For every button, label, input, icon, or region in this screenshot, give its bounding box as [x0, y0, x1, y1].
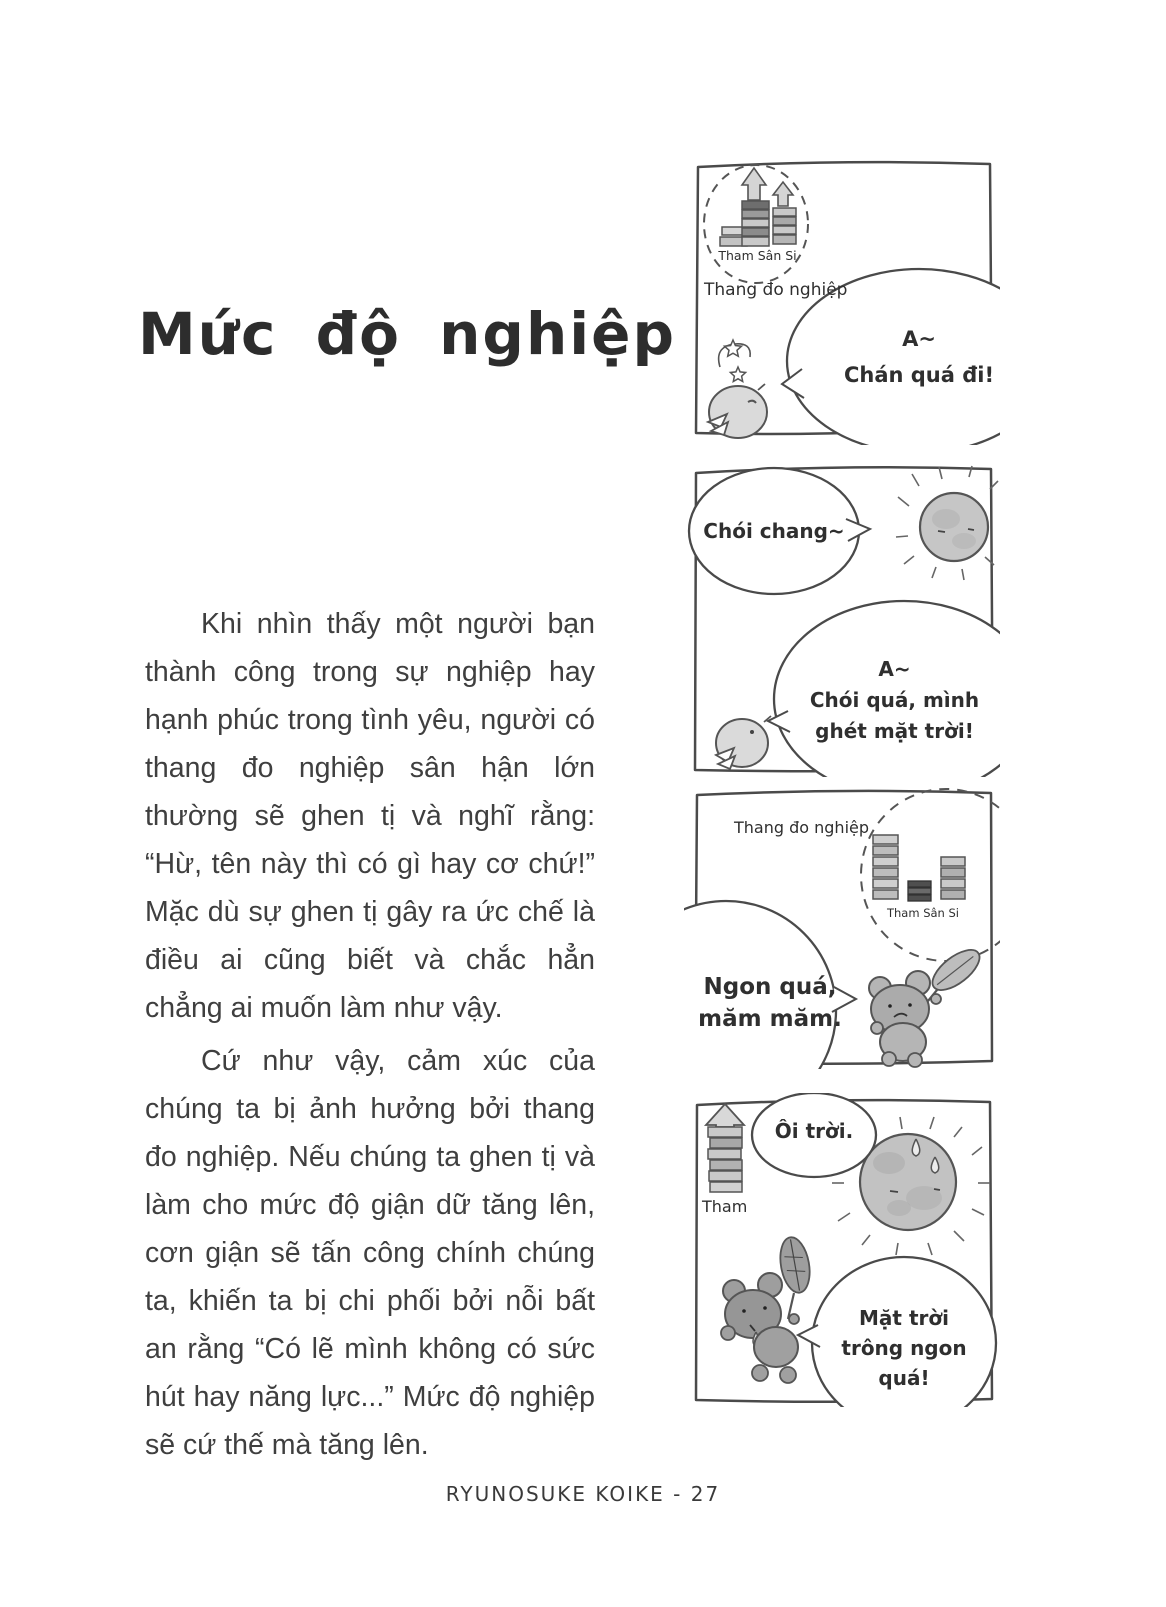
sun-speech-text: Ôi trời. [774, 1119, 854, 1143]
comic-strip [684, 155, 1000, 1415]
paragraph-2: Cứ như vậy, cảm xúc của chúng ta bị ảnh hưởng bởi thang đo nghiệp. Nếu chúng ta ghen tị và làm cho mức độ giận dữ tăng lên, cơn giận sẽ tấn công chính chúng ta, khiến ta bị chi phối bởi nỗi bất an rằng “Có lẽ mình không có sức hút hay năng lực...” Mức độ nghiệp sẽ cứ thế mà tăng lên. [145, 1045, 595, 1461]
comic-panel-2 [684, 461, 1000, 777]
panel1-drawing [684, 155, 1000, 445]
page-footer: RYUNOSUKE KOIKE - 27 [445, 1482, 721, 1506]
body-text [145, 600, 595, 1469]
karma-scale-label: Thang đo nghiệp [704, 280, 848, 300]
meter-label: Tham Sân Si [886, 906, 959, 920]
speech-text: A~ Chán quá đi! [843, 327, 995, 387]
paragraph-1: Khi nhìn thấy một người bạn thành công trong sự nghiệp hay hạnh phúc trong tình yêu, người có thang đo nghiệp sân hận lớn thường sẽ ghen tị và nghĩ rằng: “Hừ, tên này thì có gì hay cơ chứ!” Mặc dù sự ghen tị gây ra ức chế là điều ai cũng biết và chắc hẳn chẳng ai muốn làm như vậy. [145, 608, 595, 1024]
meter-label: Tham [702, 1197, 748, 1216]
page-title: Mức độ nghiệp [138, 299, 676, 368]
speech-text: Ngon quá, măm măm. [698, 974, 842, 1032]
comic-panel-4 [684, 1093, 1000, 1407]
comic-panel-3 [684, 785, 1000, 1069]
sun-speech-text: Chói chang~ [703, 519, 845, 543]
karma-scale-label: Thang đo nghiệp [734, 818, 870, 837]
speech-text: Mặt trời trông ngon quá! [841, 1306, 967, 1390]
comic-panel-1 [684, 155, 1000, 445]
meter-label: Tham Sân Si [718, 248, 797, 263]
speech-text: A~ Chói quá, mình ghét mặt trời! [809, 657, 980, 743]
